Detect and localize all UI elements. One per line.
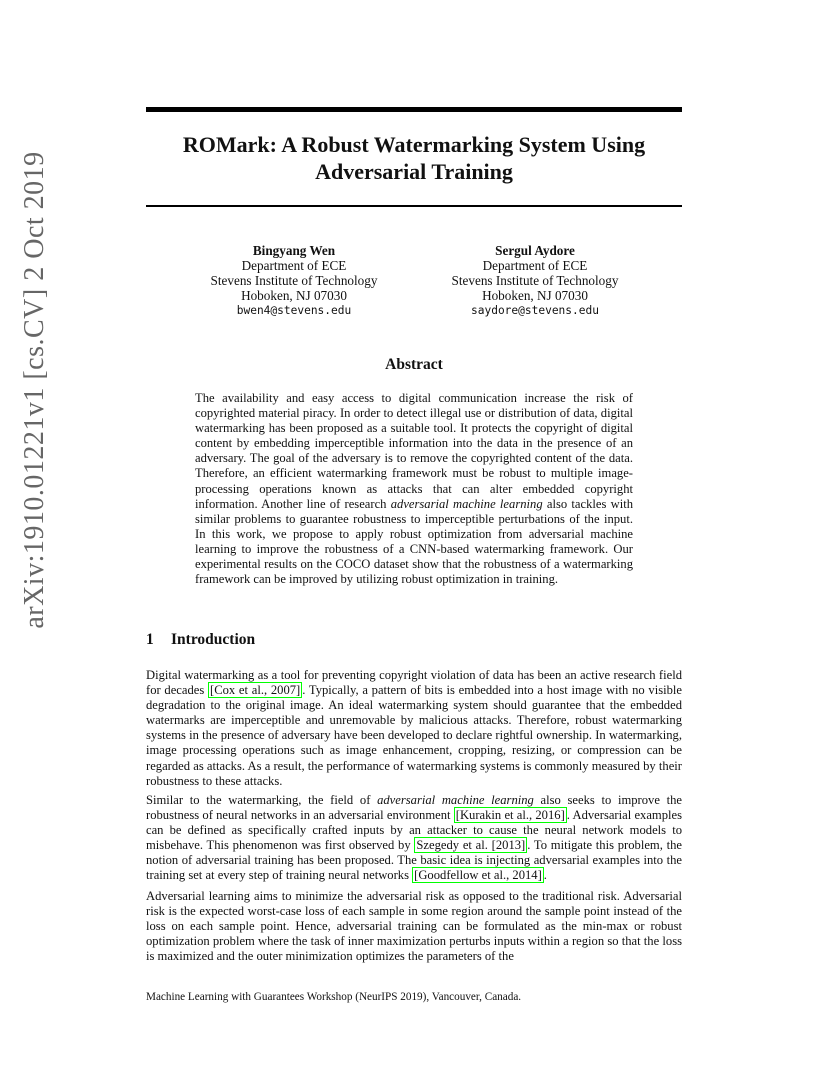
arxiv-stamp: arXiv:1910.01221v1 [cs.CV] 2 Oct 2019 [19,151,50,629]
citation-link[interactable]: [Kurakin et al., 2016] [455,808,565,823]
text-run: Similar to the watermarking, the field of [146,793,378,807]
author-institute: Stevens Institute of Technology [210,273,378,288]
abstract-text-part: also tackles with similar problems to guarantee robustness to imperceptible perturbations of the input. In this work, we propose to apply robust optimization from adversarial machine learning to improve the robustness of a CNN-based watermarking framework. Our experimental results on the COCO dataset show that the robustness of a watermarking framework can be improved by utilizing robust optimization in training. [195,496,633,587]
section-heading [146,631,255,649]
text-run: . To mitigate this problem, the notion of adversarial training has been proposed. The basic idea is injecting adversarial examples into the training set at every step of training neural networks [146,838,683,883]
title-bottom-rule [146,205,682,207]
author-institute: Stevens Institute of Technology [451,273,619,288]
title-top-rule [146,107,682,112]
author-name: Bingyang Wen [252,243,336,258]
text-run: also seeks to improve the robustness of neural networks in an adversarial environment [146,793,682,823]
citation-link[interactable]: [Goodfellow et al., 2014] [414,868,542,883]
text-run: . Typically, a pattern of bits is embedded into a host image with no visible degradation to the original image. An ideal watermarking system should guarantee that the embedded watermarks are imperceptible and unremovable by malicious attacks. Therefore, robust watermarking systems in the presence of adversary have been developed to declare rightful ownership. In watermarking, image processing operations such as image enhancement, cropping, resizing, or compression can be regarded as attacks. As a result, the performance of watermarking systems is commonly measured by their robustness to these attacks. [146,683,682,788]
emphasis-text: adversarial machine learning [377,793,534,807]
text-run: . Adversarial examples can be defined as specifically crafted inputs by an attacker to cause the neural network models to misbehave. This phenomenon was first observed by [146,808,683,853]
intro-paragraph-1 [146,668,682,789]
author-block-2 [425,243,645,318]
paper-title: ROMark: A Robust Watermarking System Using Adversarial Training [182,132,646,184]
author-name: Sergul Aydore [495,243,575,258]
abstract-text [195,391,633,587]
text-run: . [543,868,547,883]
section-number: 1 [146,631,154,648]
page-footer: Machine Learning with Guarantees Workshop (NeurIPS 2019), Vancouver, Canada. [146,991,522,1003]
author-dept: Department of ECE [482,258,588,273]
citation-link[interactable]: [Cox et al., 2007] [210,683,301,698]
abstract-text-part: The availability and easy access to digital communication increase the risk of copyrighted material piracy. In order to detect illegal use or distribution of data, digital watermarking has been proposed as a suitable tool. It protects the copyright of digital content by embedding imperceptible information into the data in the presence of an adversary. The goal of the adversary is to remove the copyrighted content of the data. Therefore, an efficient watermarking framework must be robust to multiple image-processing operations known as attacks that can alter embedded copyright information. Another line of research [195,391,633,511]
author-address: Hoboken, NJ 07030 [482,288,588,303]
intro-paragraph-2 [146,793,682,884]
citation-link[interactable]: Szegedy et al. [2013] [416,838,526,853]
section-title: Introduction [171,631,256,648]
author-address: Hoboken, NJ 07030 [241,288,347,303]
author-email: bwen4@stevens.edu [236,304,352,317]
author-block-1 [184,243,404,318]
abstract-emphasis: adversarial machine learning [390,496,543,511]
text-run: Digital watermarking as a tool for preventing copyright violation of data has been an active research field for decades [146,668,682,698]
intro-paragraph-3: Adversarial learning aims to minimize the adversarial risk as opposed to the traditional risk. Adversarial risk is the expected worst-case loss of each sample in some region around the sample point instead of the loss on each sample point. Hence, adversarial training can be formulated as the min-max or robust optimization problem where the task of inner maximization perturbs inputs within a region so that the loss is maximized and the outer minimization optimizes the parameters of the [146,889,682,964]
author-email: saydore@stevens.edu [471,304,599,317]
abstract-heading: Abstract [385,356,443,373]
author-dept: Department of ECE [241,258,347,273]
